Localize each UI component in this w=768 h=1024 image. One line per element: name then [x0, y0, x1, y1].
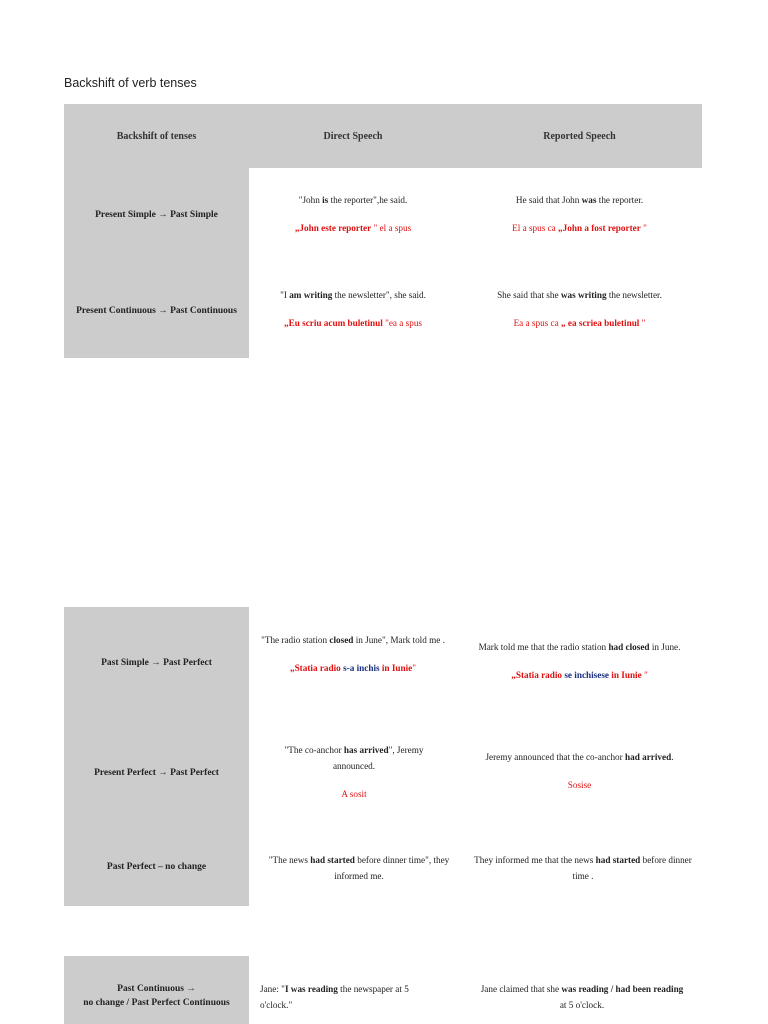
page-title: Backshift of verb tenses [64, 76, 197, 90]
reported-present-continuous-ro: Ea a spus ca „ ea scriea buletinul " [513, 318, 646, 329]
header-backshift: Backshift of tenses [116, 130, 197, 142]
header-reported-speech: Reported Speech [543, 130, 616, 142]
direct-past-simple-ro: „Statia radio s-a inchis in Iunie" [289, 663, 417, 674]
row-label-present-simple: Present Simple → Past Simple [95, 210, 218, 221]
direct-past-simple: "The radio station closed in June", Mark told me . „Statia radio s-a inchis in Iunie" [254, 632, 452, 676]
direct-present-continuous: "I am writing the newsletter", she said. „Eu scriu acum buletinul "ea a spus [249, 287, 457, 331]
reported-present-perfect: Jeremy announced that the co-anchor had arrived. Sosise [457, 749, 702, 793]
reported-past-simple-ro: „Statia radio se inchisese in Iunie " [511, 670, 648, 681]
row-label-past-perfect: Past Perfect – no change [106, 862, 207, 873]
reported-present-continuous: She said that she was writing the newsletter. Ea a spus ca „ ea scriea buletinul " [457, 287, 702, 331]
direct-past-perfect: "The news had started before dinner time", they informed me. [268, 855, 450, 882]
direct-present-continuous-ro: „Eu scriu acum buletinul "ea a spus [283, 318, 422, 329]
reported-past-perfect: They informed me that the news had started before dinner time . [474, 855, 692, 882]
row-label-column [64, 168, 249, 358]
direct-present-perfect-ro: A sosit [341, 789, 367, 800]
direct-past-continuous: Jane: "I was reading the newspaper at 5 o'clock." [260, 984, 409, 1011]
direct-present-simple: "John is the reporter",he said. „John este reporter " el a spus [249, 192, 457, 236]
direct-present-simple-ro: „John este reporter " el a spus [294, 223, 412, 234]
tense-table-2 [64, 607, 702, 906]
tense-table-1 [64, 104, 702, 358]
reported-past-simple: Mark told me that the radio station had closed in June. „Statia radio se inchisese in Iunie " [457, 639, 702, 683]
direct-present-perfect: "The co-anchor has arrived", Jeremy announced. A sosit [264, 742, 444, 802]
row-label-present-perfect: Present Perfect → Past Perfect [94, 768, 219, 779]
reported-present-simple: He said that John was the reporter. El a spus ca „John a fost reporter " [457, 192, 702, 236]
header-direct-speech: Direct Speech [323, 130, 383, 142]
tense-table-3 [64, 956, 702, 1024]
row-label-present-continuous: Present Continuous → Past Continuous [76, 306, 237, 317]
row-label-past-continuous: Past Continuous → no change / Past Perfect Continuous [83, 984, 230, 1008]
reported-present-perfect-ro: Sosise [567, 780, 592, 791]
reported-past-continuous: Jane claimed that she was reading / had been reading at 5 o'clock. [480, 984, 684, 1011]
row-label-past-simple: Past Simple → Past Perfect [101, 658, 212, 669]
reported-present-simple-ro: El a spus ca „John a fost reporter " [512, 223, 647, 234]
